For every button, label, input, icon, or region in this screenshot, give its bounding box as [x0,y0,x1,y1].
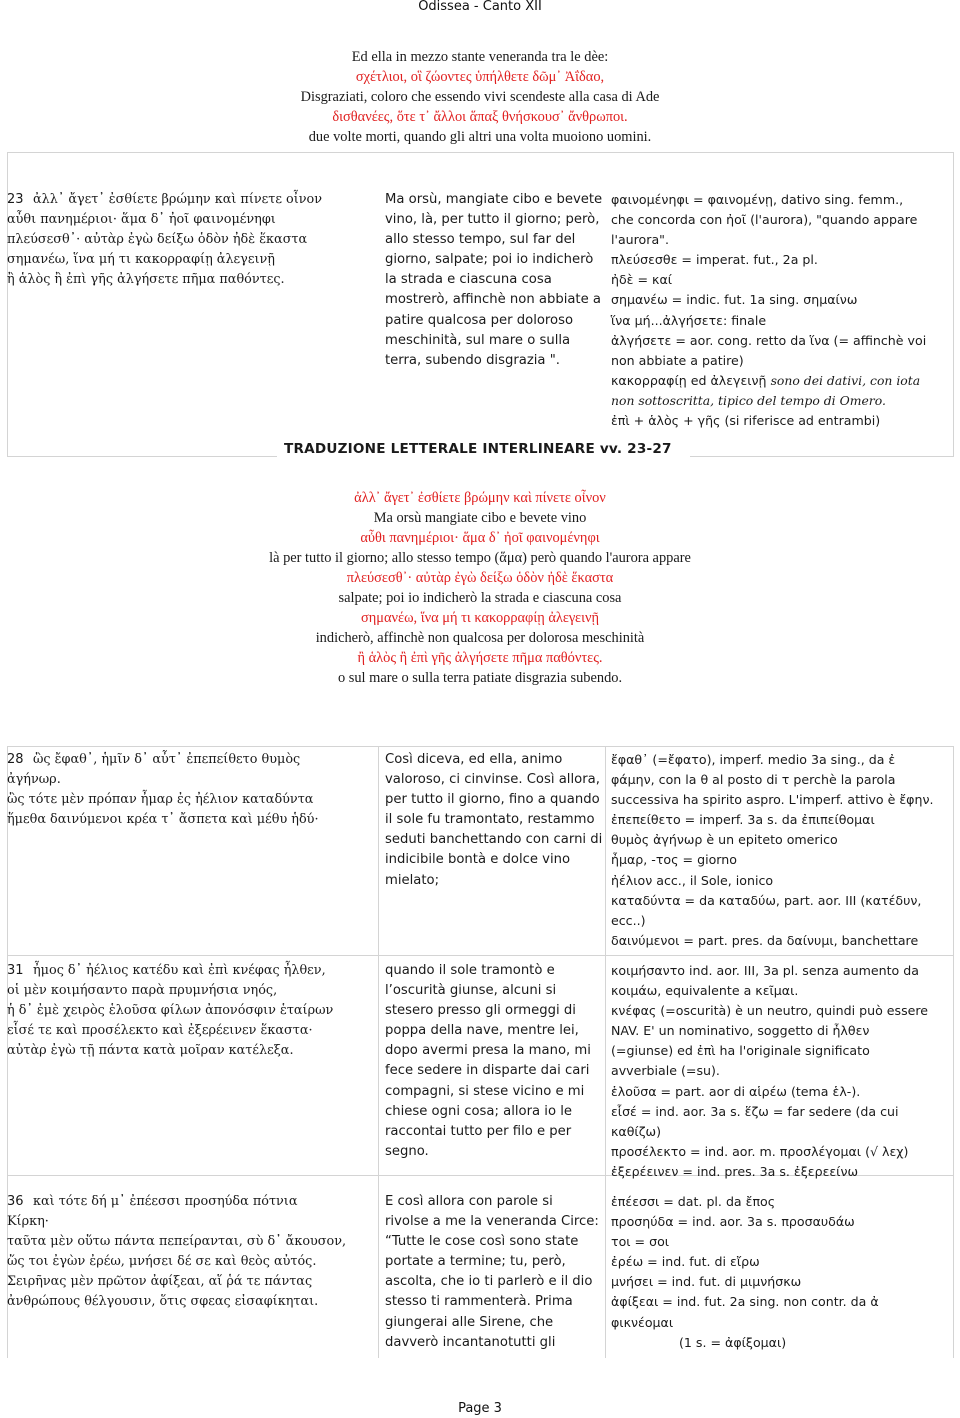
interlinear-greek: πλεύσεσθ᾽· αὐτὰρ ἐγὼ δείξω ὁδὸν ἠδὲ ἕκαστα [346,570,614,586]
greek-line: Κίρκη· [7,1214,49,1230]
interlinear-heading: TRADUZIONE LETTERALE INTERLINEARE vv. 23-27 [284,441,672,457]
intro-line-greek: δισθανέες, ὅτε τ᾽ ἄλλοι ἅπαξ θνήσκουσ᾽ ἄνθρωποι. [332,109,628,125]
note-line: che concorda con ἠοῖ (l'aurora), "quando appare [611,212,918,228]
row36-translation [385,1192,605,1356]
page-footer [0,1401,960,1416]
note-line: κνέφας (=oscurità) è un neutro, quindi può essere [611,1003,929,1019]
greek-line: ὣς τότε μὲν πρόπαν ἦμαρ ἐς ἠέλιον καταδύντα [7,792,314,808]
note-line: κακορραφίῃ ed ἀλεγεινῇ [611,372,767,388]
intro-line: Ed ella in mezzo stante veneranda tra le dèe: [351,49,609,65]
interlinear-greek: σημανέω, ἵνα μή τι κακορραφίῃ ἀλεγεινῇ [361,610,599,626]
greek-line: αὐτὰρ ἐγὼ τῇ πάντα κατὰ μοῖραν κατέλεξα. [7,1043,294,1059]
row28-translation [385,750,605,891]
note-line-italic: non sottoscritta, tipico del tempo di Omero. [611,392,886,408]
greek-line: ἥμεθα δαινύμενοι κρέα τ᾽ ἄσπετα καὶ μέθυ ἡδύ· [7,812,319,828]
greek-line: καὶ τότε δή μ᾽ ἐπέεσσι προσηύδα πότνια [33,1194,298,1209]
greek-line: Σειρῆνας μὲν πρῶτον ἀφίξεαι, αἵ ῥά τε πάντας [7,1274,313,1290]
greek-line: ἦμος δ᾽ ἠέλιος κατέδυ καὶ ἐπὶ κνέφας ἦλθεν, [33,963,326,978]
translation-line: E così allora con parole si [385,1194,553,1209]
translation-line: rivolse a me la veneranda Circe: [385,1214,599,1230]
note-line: ἦμαρ, -τος = giorno [611,852,737,868]
page-header [0,0,960,14]
translation-line: per tutto il giorno, fino a quando [385,792,600,808]
note-line: μνήσει = ind. fut. di μιμνήσκω [611,1274,802,1290]
note-line: ἐρέω = ind. fut. di εἴρω [611,1254,760,1270]
note-line: προσέλεκτο = ind. aor. m. προσλέγομαι (√ λεχ) [611,1143,909,1159]
translation-line: indicibile bontà e dolce vino [385,852,571,868]
greek-line: εἷσέ τε καὶ προσέλεκτο καὶ ἐξερέεινεν ἕκαστα· [7,1023,313,1039]
interlinear-greek: ἢ ἁλὸς ἢ ἐπὶ γῆς ἀλγήσετε πῆμα παθόντες. [357,650,603,666]
note-line: non abbiate a patire) [611,352,744,368]
note-line: πλεύσεσθε = imperat. fut., 2a pl. [611,252,818,268]
note-line: ἠδὲ = καί [611,272,673,288]
document-title: Odissea - Canto XII [418,0,542,14]
translation-line: Così diceva, ed ella, animo [385,752,563,767]
verse-number: 23 [7,192,24,207]
translation-line: compagni, si stese vicino e mi [385,1083,585,1099]
translation-line: allo stesso tempo, sul far del [385,232,576,248]
note-line: ἐπὶ + ἁλὸς + γῆς (si riferisce ad entrambi) [611,413,881,429]
greek-line: ταῦτα μὲν οὕτω πάντα πεπείρανται, σὺ δ᾽ ἄκουσον, [7,1234,347,1250]
interlinear-italian: indicherò, affinchè non qualcosa per dolorosa meschinità [315,630,645,646]
greek-line: πλεύσεσθ᾽· αὐτὰρ ἐγὼ δείξω ὁδὸν ἠδὲ ἕκαστα [7,232,308,248]
interlinear-italian: Ma orsù mangiate cibo e bevete vino [373,510,587,526]
translation-line: terra, subendo disgrazia ". [385,352,560,368]
block1-bottom-right [690,456,954,457]
verse-number: 28 [7,752,24,767]
interlinear-italian: o sul mare o sulla terra patiate disgrazia subendo. [337,670,623,686]
greek-line: ἢ ἁλὸς ἢ ἐπὶ γῆς ἀλγήσετε πῆμα παθόντες. [7,272,285,288]
verse-number: 36 [7,1194,24,1209]
note-line: ἔφαθ᾽ (=ἔφατο), imperf. medio 3a sing., da ἐ [611,752,896,767]
note-line: ἀφίξεαι = ind. fut. 2a sing. non contr. da ἀ [611,1294,879,1310]
translation-line: il sole fu tramontato, restammo [385,812,595,828]
interlinear-block [0,488,960,688]
greek-line: σημανέω, ἵνα μή τι κακορραφίῃ ἀλεγεινῇ [7,252,275,268]
translation-line: segno. [385,1143,429,1159]
block1-greek [7,190,377,290]
note-line: ἵνα μή...ἀλγήσετε: finale [611,312,767,328]
greek-line: ἀγήνωρ. [7,772,61,788]
block2-row-divider-1 [7,955,954,956]
intro-line: due volte morti, quando gli altri una volta muoiono uomini. [308,129,652,145]
note-line: καθίζω) [611,1123,661,1139]
row28-greek [7,750,377,830]
translation-line: stesso ti rammenterà. Prima [385,1294,573,1310]
translation-line: l’oscurità giunse, alcuni si [385,983,557,999]
note-line: (1 s. = ἀφίξομαι) [679,1334,787,1350]
interlinear-greek: αὖθι πανημέριοι· ἅμα δ᾽ ἠοῖ φαινομένηφι [360,530,600,546]
note-line: ἠέλιον acc., il Sole, ionico [611,872,774,888]
note-line: ἑλοῦσα = part. aor di αἱρέω (tema ἑλ-). [611,1083,861,1099]
interlinear-italian: là per tutto il giorno; allo stesso tempo (ἅμα) però quando l'aurora appare [269,550,691,566]
translation-line: giungerai alle Sirene, che [385,1314,554,1330]
row31-translation [385,961,605,1162]
interlinear-greek: ἀλλ᾽ ἄγετ᾽ ἐσθίετε βρώμην καὶ πίνετε οἶνον [354,490,606,506]
translation-line: meschinità, sul mare o sulla [385,332,571,348]
note-line: (=giunse) ed ἐπὶ ha l'originale significato [611,1043,870,1059]
note-italic: sono dei dativi, con iota [770,372,921,388]
translation-line: Ma orsù, mangiate cibo e bevete [385,192,603,207]
translation-line: ascolta, che io ti parlerò e il dio [385,1274,593,1290]
row36-greek [7,1192,377,1313]
translation-line: stesero presso gli ormeggi di [385,1003,576,1019]
note-line: ecc..) [611,912,646,928]
note-line: κοιμάω, equivalente a κεῖμαι. [611,983,799,999]
translation-line: la strada e ciascuna cosa [385,272,552,288]
greek-line: οἱ μὲν κοιμήσαντο παρὰ πρυμνήσια νηός, [7,983,278,999]
translation-line: fece sedere in disparte dai cari [385,1063,590,1079]
note-line: NAV. E' un nominativo, soggetto di ἦλθεν [611,1023,870,1039]
note-line: κοιμήσαντο ind. aor. III, 3a pl. senza aumento da [611,963,919,978]
translation-line: mostrerò, affinchè non abbiate a [385,292,601,308]
note-line: ἐπεπείθετο = imperf. 3a s. da ἐπιπείθομαι [611,812,875,828]
row31-notes [611,961,956,1182]
intro-line-greek: σχέτλιοι, οἳ ζώοντες ὑπήλθετε δῶμ᾽ Ἀΐδαο, [355,69,605,85]
note-line: ἀλγήσετε = aor. cong. retto da ἵνα (= affinchè voi [611,332,927,348]
block1-bottom-left [7,456,277,457]
note-line: τοι = σοι [611,1234,670,1250]
translation-line: valoroso, ci cinvinse. Così allora, [385,772,600,788]
translation-line: seduti banchettando con carni di [385,832,603,848]
row28-notes [611,750,956,951]
translation-line: patire qualcosa per doloroso [385,312,574,328]
intro-line: Disgraziati, coloro che essendo vivi scendeste alla casa di Ade [300,89,660,105]
greek-line: ὣς ἔφαθ᾽, ἡμῖν δ᾽ αὖτ᾽ ἐπεπείθετο θυμὸς [33,752,301,767]
block1-notes [611,190,956,431]
translation-line: davverò incantanotutti gli [385,1334,556,1350]
note-line: ἐπέεσσι = dat. pl. da ἔπος [611,1194,776,1209]
note-line: φικνέομαι [611,1314,674,1330]
translation-line: dopo avermi presa la mano, mi [385,1043,591,1059]
translation-line: vino, là, per tutto il giorno; però, [385,212,600,228]
greek-line: ἡ δ᾽ ἐμὲ χειρὸς ἑλοῦσα φίλων ἀπονόσφιν ἑταίρων [7,1003,334,1019]
note-line: δαινύμενοι = part. pres. da δαίνυμι, banchettare [611,932,919,948]
translation-line: portate a termine; tu, però, [385,1254,566,1270]
note-line: καταδύντα = da καταδύω, part. aor. III (κατέδυν, [611,892,922,908]
translation-line: mielato; [385,872,440,888]
intro-block [0,47,960,147]
translation-line: giorno, salpate; poi io indicherò [385,252,594,268]
greek-line: ἀλλ᾽ ἄγετ᾽ ἐσθίετε βρώμην καὶ πίνετε οἶνον [33,192,323,207]
block2-col-divider-1 [378,746,379,1358]
block1-translation [385,190,605,371]
translation-line: chiese ogni cosa; allora io le [385,1103,572,1119]
block2-col-divider-2 [605,746,606,1358]
verse-number: 31 [7,963,24,978]
greek-line: ἀνθρώπους θέλγουσιν, ὅτις σφεας εἰσαφίκηται. [7,1294,319,1310]
interlinear-italian: salpate; poi io indicherò la strada e ciascuna cosa [338,590,622,606]
note-line: l'aurora". [611,232,669,248]
note-line: θυμὸς ἀγήνωρ è un epiteto omerico [611,832,838,848]
note-line: avverbiale (=su). [611,1063,720,1079]
translation-line: “Tutte le cose così sono state [385,1234,579,1250]
note-line: φάμην, con la θ al posto di τ perchè la parola [611,772,896,788]
translation-line: quando il sole tramontò e [385,963,555,978]
translation-line: raccontai tutto per filo e per [385,1123,572,1139]
note-line: successiva ha spirito aspro. L'imperf. attivo è ἔφην. [611,792,934,808]
note-line: φαινομένηφι = φαινομένῃ, dativo sing. femm., [611,192,904,207]
row36-notes [611,1192,956,1353]
note-line: εἷσέ = ind. aor. 3a s. ἕζω = far sedere (da cui [611,1103,899,1119]
translation-line: poppa della nave, mentre lei, [385,1023,579,1039]
row31-greek [7,961,377,1061]
note-line: σημανέω = indic. fut. 1a sing. σημαίνω [611,292,858,308]
greek-line: αὖθι πανημέριοι· ἅμα δ᾽ ἠοῖ φαινομένηφι [7,212,276,228]
note-line: ἐξερέεινεν = ind. pres. 3a s. ἐξερεείνω [611,1163,859,1179]
page-number: Page 3 [458,1401,502,1416]
greek-line: ὥς τοι ἐγὼν ἐρέω, μνήσει δέ σε καὶ θεὸς αὐτός. [7,1254,317,1270]
note-line: προσηύδα = ind. aor. 3a s. προσαυδάω [611,1214,855,1230]
